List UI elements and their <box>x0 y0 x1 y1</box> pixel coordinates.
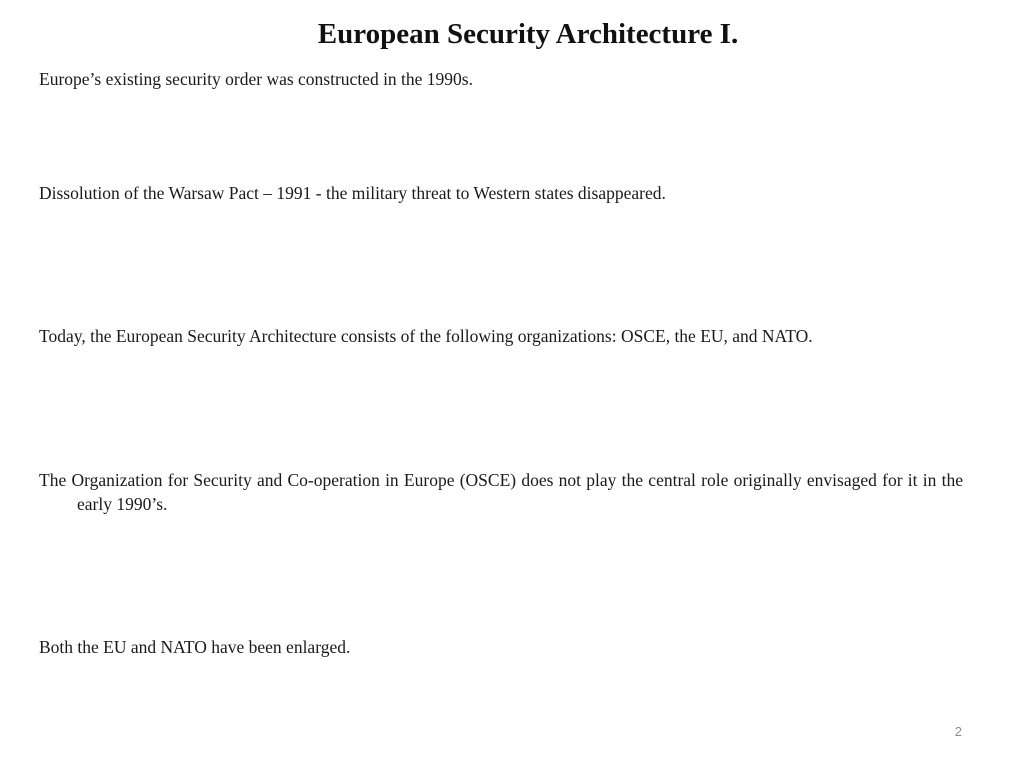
paragraph-warsaw-pact: Dissolution of the Warsaw Pact – 1991 - the military threat to Western states disappeared. <box>39 183 666 203</box>
paragraph-organizations: Today, the European Security Architecture consists of the following organizations: OSCE, the EU, and NATO. <box>39 326 813 346</box>
slide-title: European Security Architecture I. <box>317 18 739 50</box>
paragraph-security-order: Europe’s existing security order was constructed in the 1990s. <box>39 69 473 89</box>
page-number: 2 <box>954 724 962 739</box>
paragraph-enlargement: Both the EU and NATO have been enlarged. <box>39 637 351 657</box>
paragraph-osce-role: The Organization for Security and Co-operation in Europe (OSCE) does not play the central role originally envisaged for it in the early 1990’s. <box>39 470 963 514</box>
